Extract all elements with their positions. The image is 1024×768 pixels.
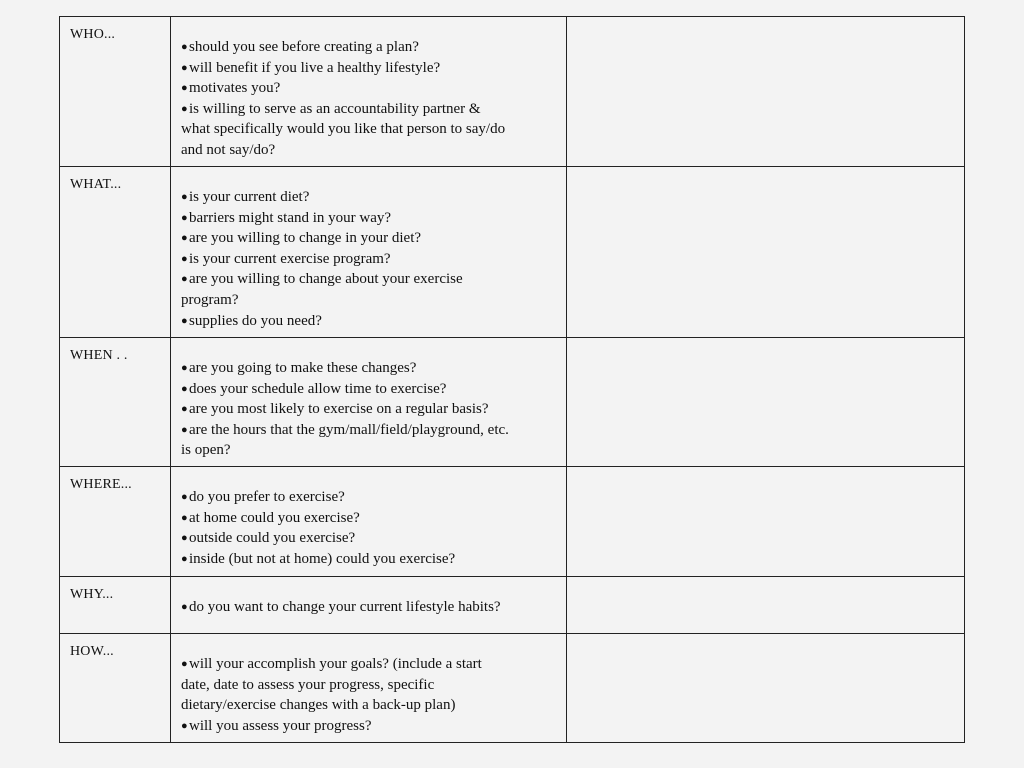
prompt-list	[171, 577, 566, 618]
prompt-text: will you assess your progress?	[189, 717, 372, 734]
bullet-icon: ●	[181, 273, 188, 286]
prompt-continuation	[181, 695, 558, 716]
question-word: HOW...	[70, 644, 114, 659]
prompt-text: is open?	[181, 442, 231, 459]
prompt-continuation	[181, 119, 558, 140]
prompts-cell	[171, 634, 567, 743]
bullet-icon: ●	[181, 601, 188, 613]
question-word: WHAT...	[70, 177, 122, 192]
prompt-text: do you prefer to exercise?	[189, 489, 345, 505]
prompt-item	[181, 187, 558, 208]
prompt-item	[181, 549, 558, 570]
question-word-cell	[60, 577, 171, 634]
prompts-cell	[171, 167, 567, 338]
prompt-continuation	[181, 140, 558, 161]
prompt-text: and not say/do?	[181, 141, 276, 158]
bullet-icon: ●	[181, 719, 188, 732]
bullet-icon: ●	[181, 403, 188, 416]
bullet-icon: ●	[181, 41, 188, 53]
prompt-item	[181, 99, 558, 120]
prompts-cell	[171, 467, 567, 577]
prompt-text: should you see before creating a plan?	[189, 39, 419, 55]
question-word-cell	[60, 338, 171, 467]
worksheet-row-how	[60, 634, 965, 743]
worksheet-row-where	[60, 467, 965, 577]
prompt-text: are you going to make these changes?	[189, 360, 417, 376]
prompt-item	[181, 37, 558, 58]
prompt-item	[181, 358, 558, 379]
worksheet-row-when	[60, 338, 965, 467]
prompt-text: date, date to assess your progress, specific	[181, 676, 435, 693]
bullet-icon: ●	[181, 82, 188, 95]
bullet-icon: ●	[181, 102, 188, 115]
prompt-item	[181, 487, 558, 508]
answer-cell[interactable]	[567, 167, 965, 338]
question-word: WHY...	[70, 587, 114, 602]
prompts-cell	[171, 577, 567, 634]
worksheet-row-what	[60, 167, 965, 338]
prompt-text: dietary/exercise changes with a back-up plan)	[181, 697, 456, 714]
worksheet-row-who	[60, 17, 965, 167]
bullet-icon: ●	[181, 362, 188, 374]
prompt-text: program?	[181, 291, 239, 308]
answer-cell[interactable]	[567, 577, 965, 634]
prompt-item	[181, 249, 558, 270]
prompt-item	[181, 528, 558, 549]
prompt-continuation	[181, 675, 558, 696]
bullet-icon: ●	[181, 532, 188, 545]
prompt-text: does your schedule allow time to exercise?	[189, 380, 447, 397]
prompt-item	[181, 716, 558, 737]
prompt-text: what specifically would you like that person to say/do	[181, 121, 506, 138]
prompt-item	[181, 399, 558, 420]
bullet-icon: ●	[181, 211, 188, 224]
prompt-continuation	[181, 290, 558, 311]
prompt-item	[181, 420, 558, 441]
prompt-text: at home could you exercise?	[189, 509, 360, 526]
bullet-icon: ●	[181, 552, 188, 565]
prompt-text: motivates you?	[189, 80, 281, 97]
prompt-text: is willing to serve as an accountability partner &	[189, 100, 481, 117]
question-word: WHERE...	[70, 477, 132, 492]
prompt-list	[171, 467, 566, 569]
prompt-text: outside could you exercise?	[189, 530, 356, 547]
question-word-cell	[60, 17, 171, 167]
bullet-icon: ●	[181, 511, 188, 524]
planning-worksheet-table	[59, 16, 965, 743]
prompt-list	[171, 17, 566, 161]
prompt-text: inside (but not at home) could you exercise?	[189, 550, 456, 567]
prompt-item	[181, 597, 558, 618]
prompt-item	[181, 208, 558, 229]
prompt-item	[181, 58, 558, 79]
prompt-item	[181, 654, 558, 675]
bullet-icon: ●	[181, 491, 188, 503]
question-word-cell	[60, 467, 171, 577]
question-word-cell	[60, 167, 171, 338]
prompt-item	[181, 78, 558, 99]
prompt-list	[171, 167, 566, 331]
prompt-text: do you want to change your current lifestyle habits?	[189, 599, 501, 615]
prompt-text: supplies do you need?	[189, 312, 322, 329]
answer-cell[interactable]	[567, 634, 965, 743]
prompt-continuation	[181, 440, 558, 461]
prompt-item	[181, 311, 558, 332]
prompt-item	[181, 508, 558, 529]
prompt-text: are you willing to change about your exercise	[189, 271, 463, 288]
prompt-item	[181, 379, 558, 400]
prompt-item	[181, 228, 558, 249]
bullet-icon: ●	[181, 252, 188, 265]
prompt-text: are you most likely to exercise on a regular basis?	[189, 401, 489, 418]
prompt-list	[171, 338, 566, 461]
prompt-text: is your current diet?	[189, 189, 310, 205]
answer-cell[interactable]	[567, 17, 965, 167]
prompt-text: is your current exercise program?	[189, 250, 391, 267]
prompt-text: are the hours that the gym/mall/field/playground, etc.	[189, 421, 509, 438]
prompt-item	[181, 269, 558, 290]
prompt-list	[171, 634, 566, 736]
question-word: WHEN . .	[70, 348, 128, 363]
bullet-icon: ●	[181, 191, 188, 203]
worksheet-body	[60, 17, 965, 743]
bullet-icon: ●	[181, 382, 188, 395]
bullet-icon: ●	[181, 658, 188, 670]
prompts-cell	[171, 17, 567, 167]
worksheet-row-why	[60, 577, 965, 634]
prompts-cell	[171, 338, 567, 467]
bullet-icon: ●	[181, 314, 188, 327]
bullet-icon: ●	[181, 423, 188, 436]
question-word-cell	[60, 634, 171, 743]
answer-cell[interactable]	[567, 338, 965, 467]
prompt-text: barriers might stand in your way?	[189, 209, 392, 226]
answer-cell[interactable]	[567, 467, 965, 577]
bullet-icon: ●	[181, 61, 188, 74]
question-word: WHO...	[70, 27, 116, 42]
prompt-text: will benefit if you live a healthy lifestyle?	[189, 59, 441, 76]
bullet-icon: ●	[181, 232, 188, 245]
prompt-text: will your accomplish your goals? (include a start	[189, 656, 482, 672]
prompt-text: are you willing to change in your diet?	[189, 230, 422, 247]
